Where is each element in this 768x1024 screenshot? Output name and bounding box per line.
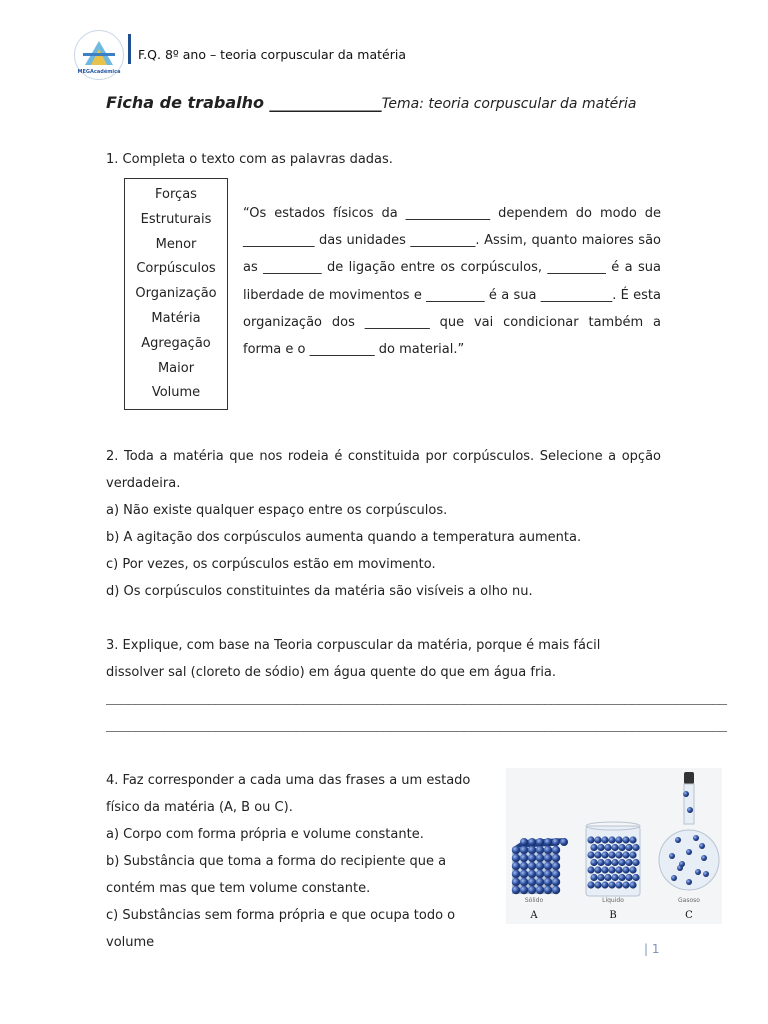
word-bank-item: Volume	[151, 385, 201, 401]
q4-item-a: a) Corpo com forma própria e volume constante.	[106, 827, 424, 842]
particle	[520, 854, 528, 862]
particle	[544, 878, 552, 886]
ficha-label: Ficha de trabalho ______________	[106, 93, 382, 112]
particle	[608, 851, 615, 858]
label-b: B	[609, 910, 617, 921]
particle	[604, 859, 611, 866]
particle	[671, 875, 677, 881]
q4-item-b: b) Substância que toma a forma do recipiente que a contém mas que tem volume constante.	[106, 854, 447, 896]
particle	[608, 881, 615, 888]
particle	[622, 851, 629, 858]
word-bank-item: Menor	[155, 236, 197, 252]
particle	[544, 862, 552, 870]
particle	[622, 836, 629, 843]
particle	[520, 838, 528, 846]
q4-item-c: c) Substâncias sem forma própria e que ocupa todo o volume	[106, 908, 456, 950]
particle	[693, 835, 699, 841]
particle	[528, 838, 536, 846]
answer-line: _____________________________________________________________________________________	[106, 692, 727, 707]
particle	[520, 862, 528, 870]
particle	[512, 846, 520, 854]
particle	[597, 859, 604, 866]
particle	[528, 862, 536, 870]
particle	[604, 844, 611, 851]
particle	[686, 849, 692, 855]
particle	[552, 870, 560, 878]
particle	[632, 874, 639, 881]
particle	[618, 874, 625, 881]
q1-fill-text: “Os estados físicos da _____________ dependem do modo de ___________ das unidades __________. Assim, quanto maiores são as _________ de ligação entre os corpúsculos, _________ é a sua liberdade de movimentos e _________ é a sua ___________. É esta organização dos __________ que vai condicionar também a forma e o __________ do material.”	[243, 206, 661, 358]
particle	[536, 886, 544, 894]
particle	[632, 844, 639, 851]
particle	[611, 874, 618, 881]
particle	[590, 874, 597, 881]
particle	[544, 838, 552, 846]
caption-solid: Sólido	[524, 897, 544, 904]
particle	[622, 881, 629, 888]
particle	[601, 881, 608, 888]
particle	[683, 791, 689, 797]
particle	[629, 866, 636, 873]
particle	[703, 871, 709, 877]
particle	[520, 886, 528, 894]
page-number-value: 1	[651, 942, 660, 956]
particle	[594, 866, 601, 873]
particle	[512, 878, 520, 886]
particle	[587, 881, 594, 888]
particle	[528, 878, 536, 886]
particle	[629, 836, 636, 843]
particle	[601, 851, 608, 858]
q1-prompt: 1. Completa o texto com as palavras dadas.	[106, 152, 393, 167]
q4-block	[106, 767, 498, 956]
particle	[675, 837, 681, 843]
particle	[695, 869, 701, 875]
particle	[622, 866, 629, 873]
particle	[528, 886, 536, 894]
q3-prompt: 3. Explique, com base na Teoria corpuscular da matéria, porque é mais fácil dissolver sal (cloreto de sódio) em água quente do que em água fria.	[106, 638, 601, 680]
particle	[601, 866, 608, 873]
particle	[512, 854, 520, 862]
word-bank-item: Maior	[157, 360, 195, 376]
logo-text: MEGAcadémica	[77, 69, 121, 75]
particle	[512, 886, 520, 894]
word-bank-item: Corpúsculos	[136, 261, 216, 277]
particle	[618, 844, 625, 851]
particle	[590, 859, 597, 866]
particle	[625, 859, 632, 866]
particle	[597, 844, 604, 851]
particle	[629, 851, 636, 858]
particle	[632, 859, 639, 866]
particle	[552, 886, 560, 894]
particle	[544, 846, 552, 854]
particle	[536, 838, 544, 846]
particle	[544, 854, 552, 862]
word-bank-item: Matéria	[151, 310, 201, 326]
particle	[615, 881, 622, 888]
q4-prompt: 4. Faz corresponder a cada uma das frases a um estado físico da matéria (A, B ou C).	[106, 773, 471, 815]
word-bank-item: Estruturais	[140, 211, 212, 227]
states-of-matter-figure	[506, 768, 722, 924]
particle	[608, 836, 615, 843]
particle	[544, 870, 552, 878]
particle	[552, 846, 560, 854]
label-c: C	[685, 910, 693, 921]
particle	[536, 862, 544, 870]
q3-block	[106, 632, 727, 740]
particle	[520, 846, 528, 854]
particle	[594, 881, 601, 888]
particle	[601, 836, 608, 843]
particle	[512, 870, 520, 878]
word-bank-item: Agregação	[141, 335, 211, 351]
particle	[587, 851, 594, 858]
tema-label: Tema: teoria corpuscular da matéria	[381, 96, 637, 112]
particle	[618, 859, 625, 866]
particle	[544, 886, 552, 894]
particle	[590, 844, 597, 851]
particle	[536, 878, 544, 886]
particle	[520, 870, 528, 878]
q2-prompt: 2. Toda a matéria que nos rodeia é constituida por corpúsculos. Selecione a opção verdadeira.	[106, 449, 661, 491]
particle	[608, 866, 615, 873]
particle	[615, 866, 622, 873]
caption-gas: Gasoso	[678, 897, 700, 904]
worksheet-title	[106, 93, 637, 112]
q2-option-b: b) A agitação dos corpúsculos aumenta quando a temperatura aumenta.	[106, 530, 582, 545]
word-bank-item: Forças	[155, 187, 197, 202]
particle	[528, 854, 536, 862]
particle	[528, 870, 536, 878]
liquid-beaker	[586, 822, 640, 896]
particle	[594, 851, 601, 858]
particle	[625, 874, 632, 881]
particle	[679, 861, 685, 867]
page-number: | 1	[644, 942, 660, 956]
particle	[552, 878, 560, 886]
particle	[669, 853, 675, 859]
particle	[625, 844, 632, 851]
particle	[520, 878, 528, 886]
particle	[536, 846, 544, 854]
q2-option-d: d) Os corpúsculos constituintes da matéria são visíveis a olho nu.	[106, 584, 533, 599]
particle	[587, 866, 594, 873]
particle	[611, 844, 618, 851]
particle	[701, 855, 707, 861]
caption-liquid: Líquido	[602, 897, 624, 904]
particle	[615, 836, 622, 843]
answer-line: _____________________________________________________________________________________	[106, 719, 727, 734]
particle	[594, 836, 601, 843]
particle	[604, 874, 611, 881]
particle	[699, 843, 705, 849]
word-bank-item: Organização	[135, 286, 217, 302]
particle	[512, 862, 520, 870]
particle	[552, 862, 560, 870]
header-divider	[128, 34, 131, 64]
school-logo	[74, 30, 124, 80]
particle	[615, 851, 622, 858]
particle	[629, 881, 636, 888]
particle	[686, 879, 692, 885]
q2-option-a: a) Não existe qualquer espaço entre os corpúsculos.	[106, 503, 448, 518]
word-bank	[124, 178, 228, 410]
particle	[611, 859, 618, 866]
particle	[528, 846, 536, 854]
label-a: A	[530, 910, 538, 921]
particle	[536, 870, 544, 878]
particle	[536, 854, 544, 862]
header-title: F.Q. 8º ano – teoria corpuscular da matéria	[138, 47, 407, 62]
q2-block	[106, 443, 661, 605]
particle	[552, 854, 560, 862]
particle	[587, 836, 594, 843]
particle	[560, 838, 568, 846]
particle	[552, 838, 560, 846]
q2-option-c: c) Por vezes, os corpúsculos estão em movimento.	[106, 557, 436, 572]
particle	[687, 807, 693, 813]
particle	[597, 874, 604, 881]
